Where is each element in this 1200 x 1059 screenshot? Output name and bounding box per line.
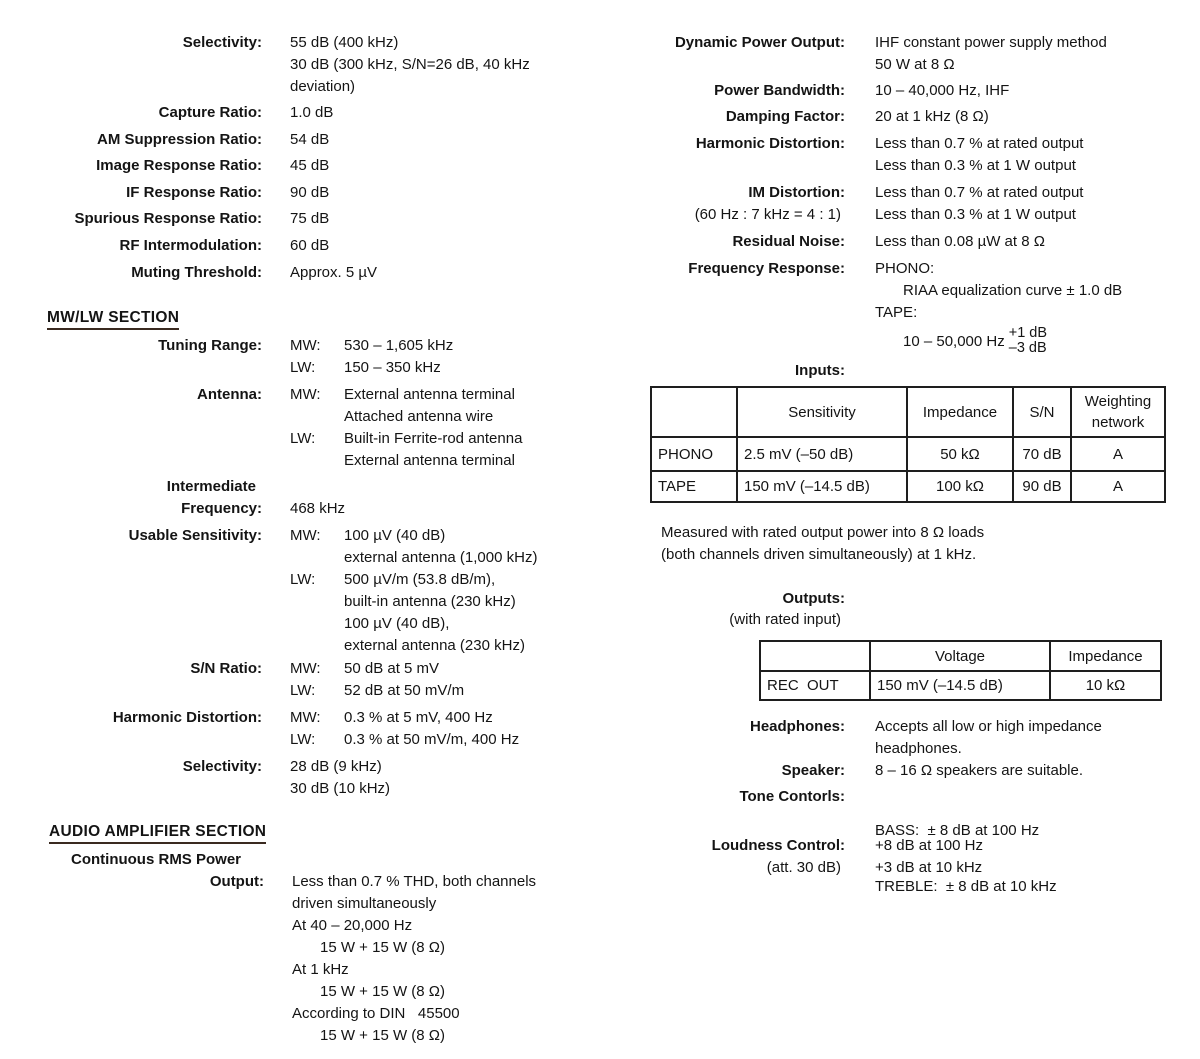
- table-header: Impedance: [907, 387, 1013, 437]
- table-header: [760, 641, 870, 671]
- spec-line: TREBLE: ± 8 dB at 10 kHz: [875, 878, 1057, 895]
- spec-line: At 40 – 20,000 Hz: [292, 917, 413, 934]
- spec-sublabel: (att. 30 dB): [766, 859, 841, 876]
- spec-label: Intermediate: [166, 478, 256, 495]
- spec-value: 60 dB: [290, 237, 330, 254]
- spec-value: [875, 716, 1102, 760]
- spec-line: 28 dB (9 kHz): [290, 758, 382, 775]
- spec-value: [290, 384, 522, 472]
- inputs-note: Measured with rated output power into 8 Ω loads: [661, 524, 985, 541]
- band-tag: MW:: [290, 386, 321, 403]
- spec-line: Accepts all low or high impedance: [875, 718, 1102, 735]
- spec-line: Built-in Ferrite-rod antenna: [344, 430, 523, 447]
- band-tag: MW:: [290, 527, 321, 544]
- spec-line: 100 µV (40 dB): [344, 527, 446, 544]
- spec-label: Frequency Response:: [688, 260, 845, 277]
- spec-label: Loudness Control:: [711, 837, 845, 854]
- section-heading-amp: AUDIO AMPLIFIER SECTION: [49, 823, 266, 844]
- spec-label: IF Response Ratio:: [126, 184, 262, 201]
- spec-value: Approx. 5 µV: [290, 264, 378, 281]
- spec-label: Tone Contorls:: [739, 788, 845, 805]
- spec-value: 54 dB: [290, 131, 330, 148]
- table-header: Sensitivity: [737, 387, 907, 437]
- spec-value: [875, 182, 1083, 226]
- spec-line: IHF constant power supply method: [875, 34, 1107, 51]
- spec-line: 500 µV/m (53.8 dB/m),: [344, 571, 496, 588]
- spec-label: Tuning Range:: [158, 337, 262, 354]
- tolerance-minus: –3 dB: [1008, 340, 1047, 356]
- table-cell: 90 dB: [1013, 471, 1071, 502]
- spec-line: RIAA equalization curve ± 1.0 dB: [903, 282, 1123, 299]
- band-tag: LW:: [290, 682, 316, 699]
- spec-line: 530 – 1,605 kHz: [344, 337, 454, 354]
- spec-label: Continuous RMS Power: [71, 851, 241, 868]
- table-cell: A: [1071, 471, 1165, 502]
- table-cell: PHONO: [651, 437, 737, 471]
- spec-label: Speaker:: [781, 762, 845, 779]
- spec-line: Less than 0.7 % at rated output: [875, 135, 1084, 152]
- spec-line: 52 dB at 50 mV/m: [344, 682, 465, 699]
- spec-value: [290, 32, 530, 98]
- outputs-table: [759, 640, 1162, 701]
- table-cell: 150 mV (–14.5 dB): [870, 671, 1050, 700]
- spec-value: 8 – 16 Ω speakers are suitable.: [875, 762, 1084, 779]
- spec-label: Capture Ratio:: [158, 104, 262, 121]
- spec-label: Spurious Response Ratio:: [74, 210, 262, 227]
- spec-value: 45 dB: [290, 157, 330, 174]
- band-tag: LW:: [290, 359, 316, 376]
- band-tag: MW:: [290, 709, 321, 726]
- table-header: Weighting network: [1071, 387, 1165, 437]
- spec-label: AM Suppression Ratio:: [96, 131, 262, 148]
- spec-line: 100 µV (40 dB),: [344, 615, 450, 632]
- spec-line: 15 W + 15 W (8 Ω): [320, 939, 445, 956]
- spec-label: Headphones:: [749, 718, 845, 735]
- spec-label: Damping Factor:: [725, 108, 845, 125]
- band-tag: MW:: [290, 660, 321, 677]
- spec-line: Less than 0.7 % at rated output: [875, 184, 1084, 201]
- table-row: [651, 437, 1165, 471]
- spec-label: Usable Sensitivity:: [128, 527, 262, 544]
- spec-label: Harmonic Distortion:: [695, 135, 845, 152]
- spec-line: headphones.: [875, 740, 962, 757]
- table-cell: 150 mV (–14.5 dB): [737, 471, 907, 502]
- spec-label: Antenna:: [197, 386, 262, 403]
- tolerance-plus: +1 dB: [1008, 325, 1048, 341]
- table-cell: REC OUT: [760, 671, 870, 700]
- spec-line: External antenna terminal: [344, 386, 515, 403]
- spec-line: built-in antenna (230 kHz): [344, 593, 516, 610]
- spec-line: deviation): [290, 78, 356, 95]
- spec-line: PHONO:: [875, 260, 935, 277]
- spec-line: Attached antenna wire: [344, 408, 494, 425]
- inputs-table: [650, 386, 1166, 503]
- spec-value: [875, 32, 1107, 76]
- spec-line: 30 dB (10 kHz): [290, 780, 391, 797]
- spec-value: [290, 707, 519, 751]
- spec-label: RF Intermodulation:: [119, 237, 262, 254]
- table-header: [651, 387, 737, 437]
- spec-line: +3 dB at 10 kHz: [875, 859, 983, 876]
- table-row: [651, 471, 1165, 502]
- table-header-row: [651, 387, 1165, 437]
- spec-label: S/N Ratio:: [190, 660, 262, 677]
- spec-line: 0.3 % at 5 mV, 400 Hz: [344, 709, 493, 726]
- spec-value: 10 – 40,000 Hz, IHF: [875, 82, 1010, 99]
- tolerance: [1009, 326, 1047, 356]
- spec-sublabel: (with rated input): [729, 611, 841, 628]
- spec-label: Output:: [209, 873, 264, 890]
- spec-line: BASS: ± 8 dB at 100 Hz: [875, 822, 1040, 839]
- spec-value: [875, 835, 983, 879]
- spec-value: [292, 871, 536, 1047]
- spec-value: 90 dB: [290, 184, 330, 201]
- spec-line: TAPE:: [875, 304, 918, 321]
- spec-sublabel: (60 Hz : 7 kHz = 4 : 1): [694, 206, 841, 223]
- table-header: Impedance: [1050, 641, 1161, 671]
- spec-line: According to DIN 45500: [292, 1005, 460, 1022]
- spec-line: 15 W + 15 W (8 Ω): [320, 983, 445, 1000]
- spec-label: Dynamic Power Output:: [674, 34, 845, 51]
- spec-label: Harmonic Distortion:: [112, 709, 262, 726]
- spec-line: 0.3 % at 50 mV/m, 400 Hz: [344, 731, 520, 748]
- table-header: Voltage: [870, 641, 1050, 671]
- spec-value: 1.0 dB: [290, 104, 334, 121]
- spec-line: external antenna (1,000 kHz): [344, 549, 538, 566]
- spec-label: Selectivity:: [182, 758, 262, 775]
- spec-label: IM Distortion:: [748, 184, 845, 201]
- table-cell: 70 dB: [1013, 437, 1071, 471]
- spec-value: 75 dB: [290, 210, 330, 227]
- spec-line: 50 W at 8 Ω: [875, 56, 955, 73]
- band-tag: LW:: [290, 571, 316, 588]
- table-cell: TAPE: [651, 471, 737, 502]
- band-tag: MW:: [290, 337, 321, 354]
- table-cell: 10 kΩ: [1050, 671, 1161, 700]
- spec-line: 150 – 350 kHz: [344, 359, 441, 376]
- spec-label: Residual Noise:: [732, 233, 845, 250]
- table-cell: 50 kΩ: [907, 437, 1013, 471]
- spec-label: Frequency:: [181, 500, 262, 517]
- spec-line: driven simultaneously: [292, 895, 437, 912]
- spec-line: 55 dB (400 kHz): [290, 34, 399, 51]
- band-tag: LW:: [290, 731, 316, 748]
- spec-label: Image Response Ratio:: [96, 157, 262, 174]
- spec-label: Inputs:: [795, 362, 845, 379]
- spec-value: [290, 756, 390, 800]
- spec-line: 50 dB at 5 mV: [344, 660, 440, 677]
- table-row: [760, 671, 1161, 700]
- spec-line: Less than 0.7 % THD, both channels: [292, 873, 537, 890]
- spec-line: Less than 0.3 % at 1 W output: [875, 157, 1076, 174]
- spec-value: [290, 658, 464, 702]
- spec-line: 10 – 50,000 Hz: [903, 332, 1005, 350]
- spec-value: 468 kHz: [290, 500, 346, 517]
- spec-line: External antenna terminal: [344, 452, 515, 469]
- band-tag: LW:: [290, 430, 316, 447]
- spec-value: [290, 335, 453, 379]
- table-cell: 2.5 mV (–50 dB): [737, 437, 907, 471]
- spec-line: +8 dB at 100 Hz: [875, 837, 983, 854]
- spec-line: external antenna (230 kHz): [344, 637, 525, 654]
- spec-value: [875, 133, 1083, 177]
- spec-label: Outputs:: [782, 590, 845, 607]
- spec-value: Less than 0.08 µW at 8 Ω: [875, 233, 1045, 250]
- inputs-note: (both channels driven simultaneously) at 1 kHz.: [661, 546, 977, 563]
- spec-line: 15 W + 15 W (8 Ω): [320, 1027, 445, 1044]
- spec-value: [290, 525, 537, 657]
- spec-label: Selectivity:: [182, 34, 262, 51]
- table-cell: A: [1071, 437, 1165, 471]
- spec-value: 20 at 1 kHz (8 Ω): [875, 108, 989, 125]
- spec-value: [875, 258, 1122, 358]
- table-header-row: [760, 641, 1161, 671]
- spec-line: 30 dB (300 kHz, S/N=26 dB, 40 kHz: [290, 56, 530, 73]
- section-heading-mwlw: MW/LW SECTION: [47, 309, 179, 330]
- spec-label: Muting Threshold:: [131, 264, 262, 281]
- spec-line: Less than 0.3 % at 1 W output: [875, 206, 1076, 223]
- spec-line: At 1 kHz: [292, 961, 349, 978]
- spec-label: Power Bandwidth:: [714, 82, 845, 99]
- table-header: S/N: [1013, 387, 1071, 437]
- table-cell: 100 kΩ: [907, 471, 1013, 502]
